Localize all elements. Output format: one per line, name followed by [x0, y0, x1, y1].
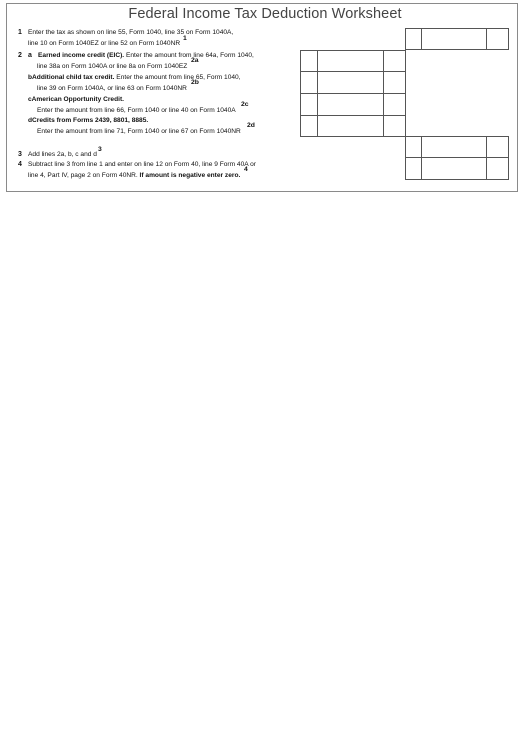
line-1-ref: 1 — [183, 35, 187, 42]
line-2a-text — [38, 52, 254, 60]
line-2a-rest: Enter the amount from line 64a, Form 1040, — [124, 52, 254, 59]
line-2a-ref: 2a — [191, 57, 199, 64]
line-4-cents-divider — [486, 158, 487, 179]
line-4-bold: If amount is negative enter zero. — [139, 172, 241, 179]
line-3-text: Add lines 2a, b, c and d — [28, 151, 97, 158]
line-2b-amount-field[interactable] — [300, 71, 406, 94]
line-2b-cents-divider — [383, 72, 384, 93]
line-2b-text-cont: line 39 on Form 1040A, or line 63 on Form 1040NR — [37, 85, 187, 92]
line-2c-ref: 2c — [241, 101, 249, 108]
line-2-number: 2 — [18, 52, 22, 59]
line-2c-bold: cAmerican Opportunity Credit. — [28, 96, 124, 103]
line-4-rest: line 4, Part IV, page 2 on Form 40NR. — [28, 172, 140, 179]
line-4-cell-divider — [421, 158, 422, 179]
line-1-cents-divider — [486, 29, 487, 49]
line-2d-amount-field[interactable] — [300, 115, 406, 137]
line-2a-cents-divider — [383, 51, 384, 71]
line-2a-text-cont: line 38a on Form 1040A or line 8a on Form 1040EZ — [37, 63, 188, 70]
line-3-cell-divider — [421, 137, 422, 157]
line-4-text-cont — [28, 172, 240, 180]
page-title: Federal Income Tax Deduction Worksheet — [128, 6, 402, 22]
line-2b-cell-divider — [317, 72, 318, 93]
line-3-amount-field[interactable] — [405, 136, 509, 158]
line-3-number: 3 — [18, 151, 22, 158]
line-1-cell-divider — [421, 29, 422, 49]
line-1-amount-field[interactable] — [405, 28, 509, 50]
line-2b-rest: Enter the amount from line 65, Form 1040, — [114, 74, 241, 81]
line-4-text: Subtract line 3 from line 1 and enter on line 12 on Form 40, line 9 Form 40A or — [28, 161, 256, 168]
line-2b-text — [28, 74, 241, 82]
line-2d-ref: 2d — [247, 122, 255, 129]
line-1-text-cont: line 10 on Form 1040EZ or line 52 on Form 1040NR — [28, 40, 181, 47]
line-4-number: 4 — [18, 161, 22, 168]
line-2c-cell-divider — [317, 94, 318, 115]
line-2d-cents-divider — [383, 116, 384, 136]
line-2d-cell-divider — [317, 116, 318, 136]
line-2d-bold: dCredits from Forms 2439, 8801, 8885. — [28, 117, 149, 124]
line-2a-letter: a — [28, 52, 32, 59]
line-1-text: Enter the tax as shown on line 55, Form 1040, line 35 on Form 1040A, — [28, 29, 234, 36]
line-2b-bold: bAdditional child tax credit. — [28, 74, 115, 81]
line-2a-amount-field[interactable] — [300, 50, 406, 72]
line-3-ref: 3 — [98, 146, 102, 153]
line-1-number: 1 — [18, 29, 22, 36]
line-2a-cell-divider — [317, 51, 318, 71]
line-2c-amount-field[interactable] — [300, 93, 406, 116]
line-2c-cents-divider — [383, 94, 384, 115]
line-2d-text: Enter the amount from line 71, Form 1040 or line 67 on Form 1040NR — [37, 128, 241, 135]
line-4-ref: 4 — [244, 166, 248, 173]
line-2c-text: Enter the amount from line 66, Form 1040 or line 40 on Form 1040A — [37, 107, 236, 114]
line-2a-bold: Earned income credit (EIC). — [38, 52, 125, 59]
line-2b-ref: 2b — [191, 79, 199, 86]
line-3-cents-divider — [486, 137, 487, 157]
line-4-amount-field[interactable] — [405, 157, 509, 180]
